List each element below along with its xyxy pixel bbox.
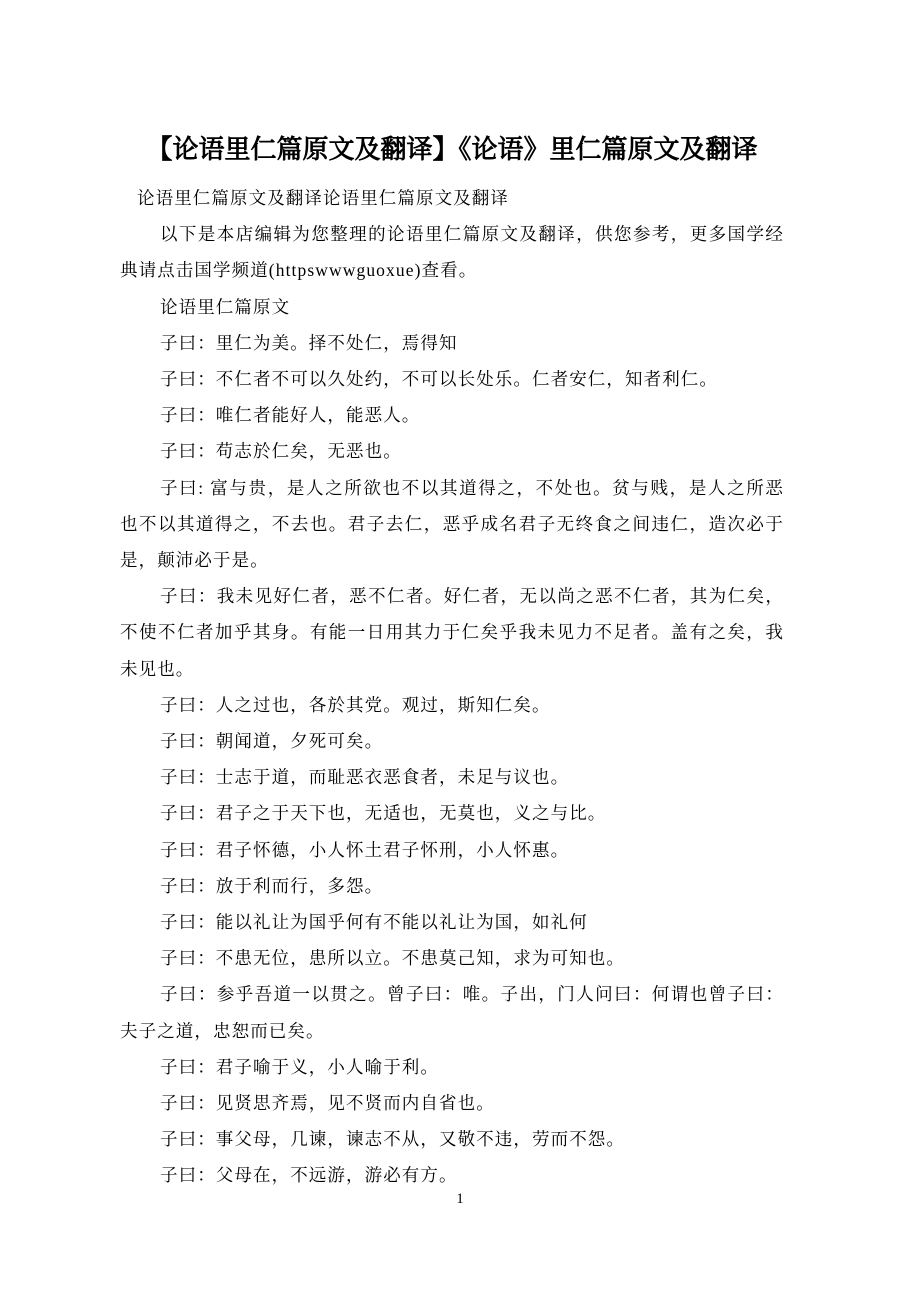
paragraph: 子曰：不患无位，患所以立。不患莫己知，求为可知也。 (160, 948, 625, 969)
paragraph: 论语里仁篇原文及翻译论语里仁篇原文及翻译 (137, 188, 509, 208)
document-body (120, 130, 784, 1194)
paragraph: 论语里仁篇原文 (160, 296, 291, 317)
paragraph: 子曰: 富与贵，是人之所欲也不以其道得之，不处也。贫与贱，是人之所恶也不以其道得之，不去也。君子去仁，恶乎成名君子无终食之间违仁，造次必于是，颠沛必于是。 (120, 477, 784, 571)
paragraph: 子曰：我未见好仁者，恶不仁者。好仁者，无以尚之恶不仁者，其为仁矣，不使不仁者加乎其身。有能一日用其力于仁矣乎我未见力不足者。盖有之矣，我未见也。 (120, 586, 784, 679)
paragraph: 子曰：君子怀德，小人怀土君子怀刑，小人怀惠。 (160, 839, 570, 860)
paragraph: 子曰：不仁者不可以久处约，不可以长处乐。仁者安仁，知者利仁。 (160, 369, 718, 390)
paragraph: 子曰：见贤思齐焉，见不贤而内自省也。 (160, 1093, 495, 1114)
paragraph: 子曰：父母在，不远游，游必有方。 (160, 1165, 458, 1186)
paragraph: 子曰：朝闻道，夕死可矣。 (160, 731, 384, 752)
paragraph: 子曰：君子喻于义，小人喻于利。 (160, 1056, 439, 1077)
paragraph: 子曰：苟志於仁矣，无恶也。 (160, 441, 402, 462)
paragraph: 子曰：里仁为美。择不处仁，焉得知 (160, 332, 458, 353)
paragraph: 子曰：唯仁者能好人，能恶人。 (160, 405, 421, 426)
paragraph: 子曰：事父母，几谏，谏志不从，又敬不违，劳而不怨。 (160, 1129, 625, 1150)
paragraph: 子曰：参乎吾道一以贯之。曾子曰：唯。子出，门人问曰：何谓也曾子曰：夫子之道，忠恕而已矣。 (120, 984, 784, 1041)
paragraph: 子曰：人之过也，各於其党。观过，斯知仁矣。 (160, 694, 551, 715)
paragraph: 子曰：君子之于天下也，无适也，无莫也，义之与比。 (160, 803, 607, 824)
document-title: 【论语里仁篇原文及翻译】《论语》里仁篇原文及翻译 (146, 135, 758, 164)
paragraph: 子曰：能以礼让为国乎何有不能以礼让为国，如礼何 (160, 912, 588, 933)
paragraph: 子曰：放于利而行，多怨。 (160, 875, 384, 896)
page-number: 1 (456, 1191, 464, 1207)
paragraph: 子曰：士志于道，而耻恶衣恶食者，未足与议也。 (160, 767, 570, 788)
paragraph: 以下是本店编辑为您整理的论语里仁篇原文及翻译，供您参考，更多国学经典请点击国学频道(httpswwwguoxue)查看。 (120, 224, 784, 281)
